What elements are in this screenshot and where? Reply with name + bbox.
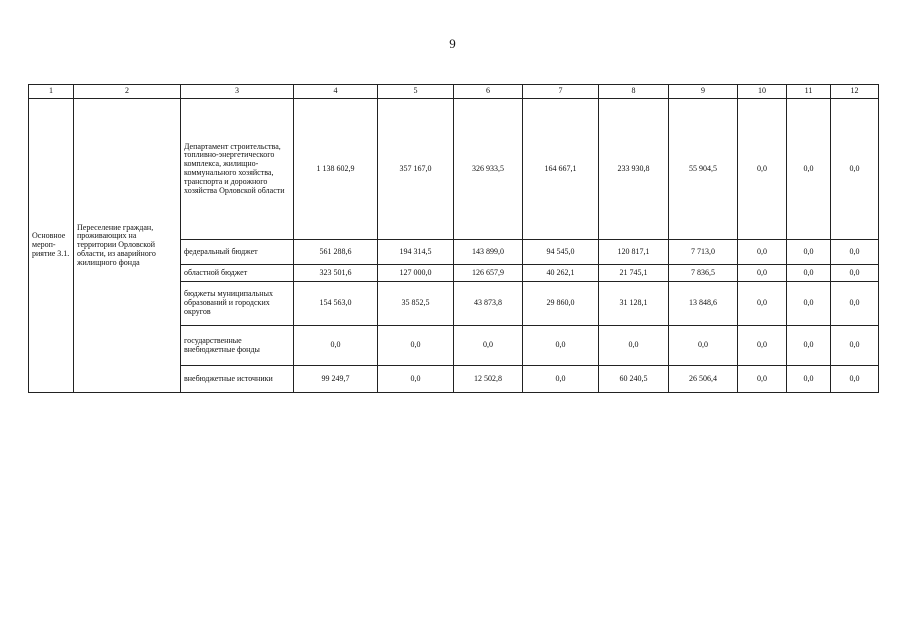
activity-cell: Основное мероп- риятие 3.1. [29, 99, 74, 393]
value-cell: 357 167,0 [378, 99, 454, 240]
value-cell: 40 262,1 [523, 265, 599, 282]
header-cell: 2 [74, 85, 181, 99]
source-cell: федеральный бюджет [181, 240, 294, 265]
value-cell: 0,0 [599, 326, 669, 366]
value-cell: 60 240,5 [599, 366, 669, 393]
value-cell: 0,0 [669, 326, 738, 366]
value-cell: 7 713,0 [669, 240, 738, 265]
value-cell: 0,0 [378, 366, 454, 393]
value-cell: 31 128,1 [599, 282, 669, 326]
value-cell: 561 288,6 [294, 240, 378, 265]
value-cell: 29 860,0 [523, 282, 599, 326]
value-cell: 233 930,8 [599, 99, 669, 240]
value-cell: 94 545,0 [523, 240, 599, 265]
header-cell: 7 [523, 85, 599, 99]
header-cell: 11 [787, 85, 831, 99]
header-cell: 5 [378, 85, 454, 99]
source-cell: бюджеты муниципальных образований и городских округов [181, 282, 294, 326]
budget-table [28, 84, 879, 393]
value-cell: 0,0 [523, 366, 599, 393]
source-cell: государственные внебюджетные фонды [181, 326, 294, 366]
value-cell: 7 836,5 [669, 265, 738, 282]
value-cell: 0,0 [831, 326, 879, 366]
header-cell: 12 [831, 85, 879, 99]
header-cell: 8 [599, 85, 669, 99]
header-cell: 10 [738, 85, 787, 99]
value-cell: 0,0 [738, 366, 787, 393]
header-cell: 4 [294, 85, 378, 99]
value-cell: 154 563,0 [294, 282, 378, 326]
value-cell: 0,0 [738, 265, 787, 282]
value-cell: 43 873,8 [454, 282, 523, 326]
header-cell: 1 [29, 85, 74, 99]
value-cell: 21 745,1 [599, 265, 669, 282]
header-row [29, 85, 879, 99]
value-cell: 0,0 [523, 326, 599, 366]
value-cell: 126 657,9 [454, 265, 523, 282]
value-cell: 127 000,0 [378, 265, 454, 282]
source-cell: внебюджетные источники [181, 366, 294, 393]
value-cell: 35 852,5 [378, 282, 454, 326]
value-cell: 0,0 [787, 366, 831, 393]
value-cell: 323 501,6 [294, 265, 378, 282]
description-cell: Переселение граждан, проживающих на территории Орловской области, из аварийного жилищного фонда [74, 99, 181, 393]
value-cell: 0,0 [787, 326, 831, 366]
value-cell: 0,0 [378, 326, 454, 366]
value-cell: 164 667,1 [523, 99, 599, 240]
value-cell: 0,0 [831, 99, 879, 240]
value-cell: 0,0 [738, 282, 787, 326]
value-cell: 0,0 [787, 240, 831, 265]
value-cell: 55 904,5 [669, 99, 738, 240]
value-cell: 0,0 [454, 326, 523, 366]
value-cell: 0,0 [787, 265, 831, 282]
value-cell: 143 899,0 [454, 240, 523, 265]
value-cell: 0,0 [787, 99, 831, 240]
source-cell: Департамент строительства, топливно-энергетического комплекса, жилищно-коммунального хозяйства, транспорта и дорожного хозяйства Орловской области [181, 99, 294, 240]
value-cell: 0,0 [738, 99, 787, 240]
value-cell: 326 933,5 [454, 99, 523, 240]
value-cell: 13 848,6 [669, 282, 738, 326]
value-cell: 1 138 602,9 [294, 99, 378, 240]
value-cell: 12 502,8 [454, 366, 523, 393]
page-number: 9 [449, 36, 456, 51]
source-cell: областной бюджет [181, 265, 294, 282]
value-cell: 0,0 [294, 326, 378, 366]
value-cell: 0,0 [831, 282, 879, 326]
value-cell: 0,0 [831, 265, 879, 282]
value-cell: 99 249,7 [294, 366, 378, 393]
header-cell: 3 [181, 85, 294, 99]
value-cell: 0,0 [787, 282, 831, 326]
header-cell: 9 [669, 85, 738, 99]
value-cell: 0,0 [738, 240, 787, 265]
value-cell: 0,0 [738, 326, 787, 366]
value-cell: 0,0 [831, 240, 879, 265]
value-cell: 194 314,5 [378, 240, 454, 265]
header-cell: 6 [454, 85, 523, 99]
value-cell: 0,0 [831, 366, 879, 393]
value-cell: 120 817,1 [599, 240, 669, 265]
table-row [29, 99, 879, 240]
value-cell: 26 506,4 [669, 366, 738, 393]
